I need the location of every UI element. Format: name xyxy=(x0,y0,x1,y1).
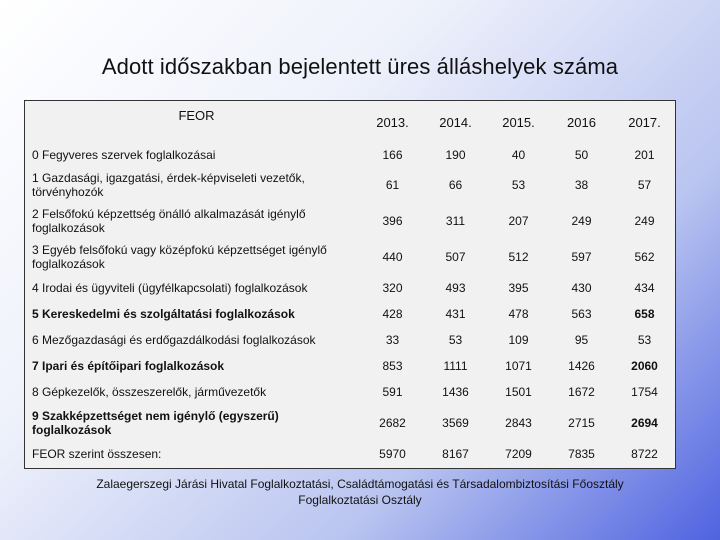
table-row xyxy=(25,239,676,275)
total-value: 7209 xyxy=(505,447,532,461)
table-total-row xyxy=(25,441,676,467)
row-value: 597 xyxy=(571,250,592,264)
row-value: 109 xyxy=(508,333,529,347)
total-value: 8722 xyxy=(631,447,658,461)
row-value: 166 xyxy=(382,148,403,162)
total-value: 5970 xyxy=(379,447,406,461)
header-year: 2014. xyxy=(439,114,472,130)
table-row xyxy=(25,143,676,167)
row-value: 3569 xyxy=(442,416,469,430)
row-value: 562 xyxy=(634,250,655,264)
row-value: 38 xyxy=(574,178,589,192)
footer-line: Foglalkoztatási Osztály xyxy=(298,493,422,507)
row-value: 2060 xyxy=(631,359,658,373)
row-value: 53 xyxy=(637,333,652,347)
row-value: 1071 xyxy=(505,359,532,373)
table-row xyxy=(25,167,676,203)
page-title: Adott időszakban bejelentett üres álláshelyek száma xyxy=(101,54,619,79)
row-value: 57 xyxy=(637,178,652,192)
row-value: 434 xyxy=(634,281,655,295)
vacancy-table xyxy=(25,101,676,467)
row-label: 5 Kereskedelmi és szolgáltatási foglalkozások xyxy=(32,307,295,321)
table-row xyxy=(25,301,676,327)
row-value: 395 xyxy=(508,281,529,295)
row-value: 591 xyxy=(382,385,403,399)
header-year: 2017. xyxy=(628,114,661,130)
header-year: 2016 xyxy=(567,114,596,130)
row-label: 3 Egyéb felsőfokú vagy középfokú képzettséget igénylő foglalkozások xyxy=(32,243,327,271)
row-value: 50 xyxy=(574,148,589,162)
vacancy-table-frame xyxy=(24,100,676,469)
row-value: 249 xyxy=(571,214,592,228)
row-value: 2715 xyxy=(568,416,595,430)
row-value: 33 xyxy=(385,333,400,347)
table-row xyxy=(25,275,676,301)
row-label: 2 Felsőfokú képzettség önálló alkalmazását igénylő foglalkozások xyxy=(32,207,306,235)
row-value: 1436 xyxy=(442,385,469,399)
row-value: 1426 xyxy=(568,359,595,373)
row-value: 431 xyxy=(445,307,466,321)
row-value: 658 xyxy=(634,307,655,321)
row-value: 493 xyxy=(445,281,466,295)
row-value: 512 xyxy=(508,250,529,264)
table-row xyxy=(25,379,676,405)
total-value: 8167 xyxy=(442,447,469,461)
row-value: 2694 xyxy=(631,416,658,430)
row-value: 190 xyxy=(445,148,466,162)
row-value: 1111 xyxy=(443,359,468,373)
row-value: 396 xyxy=(382,214,403,228)
row-value: 320 xyxy=(382,281,403,295)
table-row xyxy=(25,327,676,353)
header-year: 2013. xyxy=(376,114,409,130)
row-value: 507 xyxy=(445,250,466,264)
row-label: 4 Irodai és ügyviteli (ügyfélkapcsolati) foglalkozások xyxy=(32,281,308,295)
row-label: 0 Fegyveres szervek foglalkozásai xyxy=(32,148,216,162)
row-value: 53 xyxy=(511,178,526,192)
row-label: 9 Szakképzettséget nem igénylő (egyszerű) foglalkozások xyxy=(32,409,279,437)
row-value: 2843 xyxy=(505,416,532,430)
footer-line: Zalaegerszegi Járási Hivatal Foglalkoztatási, Családtámogatási és Társadalombiztosítási Főosztály xyxy=(96,477,624,491)
header-year: 2015. xyxy=(502,114,535,130)
total-label: FEOR szerint összesen: xyxy=(32,447,162,461)
row-value: 1672 xyxy=(568,385,595,399)
row-value: 40 xyxy=(511,148,526,162)
row-value: 66 xyxy=(448,178,463,192)
row-value: 201 xyxy=(634,148,655,162)
row-value: 428 xyxy=(382,307,403,321)
row-value: 1501 xyxy=(505,385,532,399)
table-row xyxy=(25,405,676,441)
total-value: 7835 xyxy=(568,447,595,461)
row-label: 1 Gazdasági, igazgatási, érdek-képviseleti vezetők, törvényhozók xyxy=(32,171,305,199)
row-value: 61 xyxy=(385,178,400,192)
row-value: 478 xyxy=(508,307,529,321)
table-row xyxy=(25,203,676,239)
row-value: 563 xyxy=(571,307,592,321)
row-value: 2682 xyxy=(379,416,406,430)
row-value: 53 xyxy=(448,333,463,347)
source-footer xyxy=(0,476,720,508)
row-label: 8 Gépkezelők, összeszerelők, járművezetők xyxy=(32,385,267,399)
row-label: 6 Mezőgazdasági és erdőgazdálkodási foglalkozások xyxy=(32,333,316,347)
row-value: 311 xyxy=(445,214,466,228)
header-feor: FEOR xyxy=(178,108,215,123)
row-value: 430 xyxy=(571,281,592,295)
row-value: 95 xyxy=(574,333,589,347)
row-label: 7 Ipari és építőipari foglalkozások xyxy=(32,359,225,373)
table-header-row xyxy=(25,101,676,143)
row-value: 440 xyxy=(382,250,403,264)
table-row xyxy=(25,353,676,379)
row-value: 207 xyxy=(508,214,529,228)
row-value: 1754 xyxy=(631,385,658,399)
row-value: 853 xyxy=(382,359,403,373)
row-value: 249 xyxy=(634,214,655,228)
